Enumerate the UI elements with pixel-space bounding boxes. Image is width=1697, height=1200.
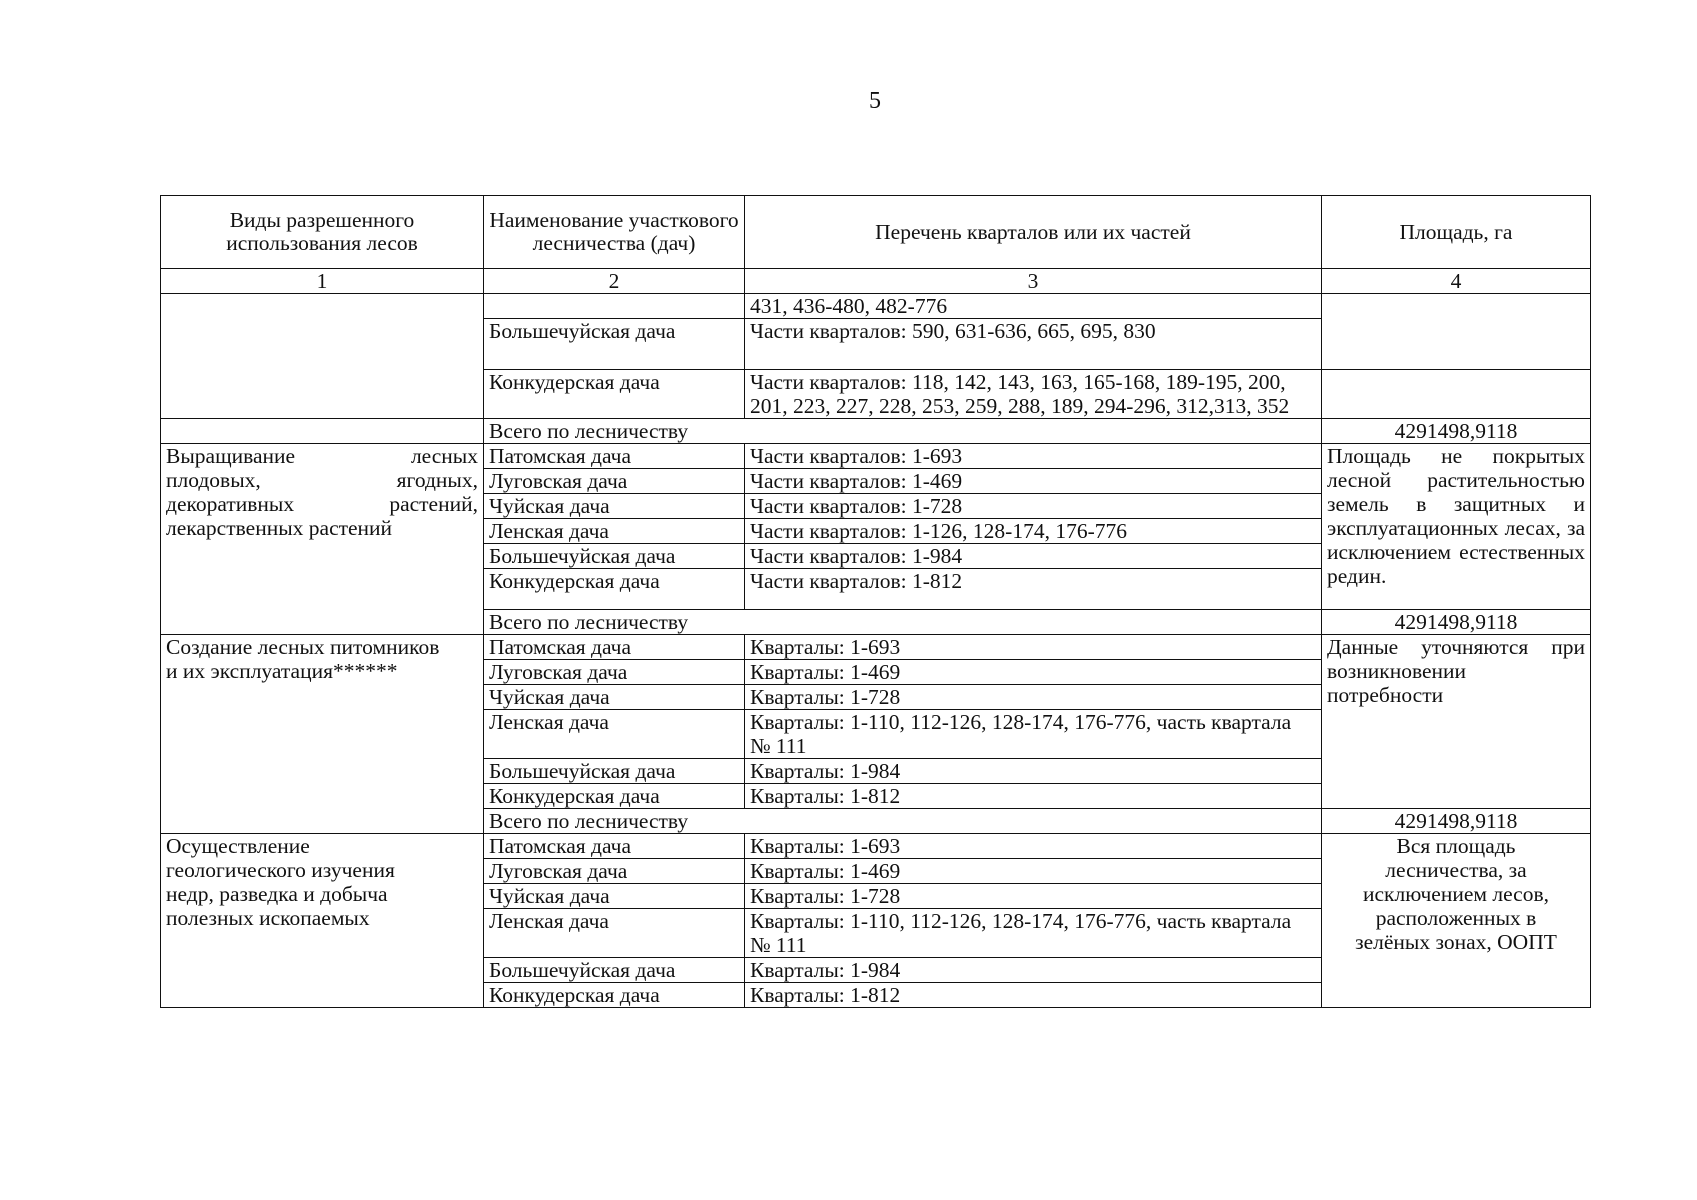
use-type-line: Выращивание лесных	[166, 444, 478, 468]
dacha-cell: Луговская дача	[484, 859, 745, 884]
column-number: 2	[484, 269, 745, 294]
kvartaly-cell: Кварталы: 1-693	[745, 635, 1322, 660]
dacha-cell: Большечуйская дача	[484, 958, 745, 983]
use-type-line: плодовых, ягодных,	[166, 468, 478, 492]
dacha-cell: Конкудерская дача	[484, 569, 745, 610]
total-label: Всего по лесничеству	[484, 809, 1322, 834]
table-row	[161, 834, 1591, 859]
kvartaly-cell: Кварталы: 1-984	[745, 759, 1322, 784]
dacha-cell: Луговская дача	[484, 660, 745, 685]
use-cell-empty	[161, 419, 484, 444]
use-type-line: лекарственных растений	[166, 516, 393, 540]
use-type-line: недр, разведка и добыча	[166, 882, 388, 906]
use-cell-empty	[161, 294, 484, 419]
dacha-cell: Большечуйская дача	[484, 759, 745, 784]
dacha-cell: Чуйская дача	[484, 685, 745, 710]
kvartaly-cell: Части кварталов: 1-728	[745, 494, 1322, 519]
use-type-line: и их эксплуатация******	[166, 659, 398, 683]
table-row	[161, 444, 1591, 469]
kvartaly-cell: 431, 436-480, 482-776	[745, 294, 1322, 319]
table-header-row	[161, 196, 1591, 269]
use-type-line: декоративных растений,	[166, 492, 478, 516]
area-note-line: лесничества, за	[1385, 858, 1527, 882]
kvartaly-cell: Кварталы: 1-728	[745, 685, 1322, 710]
area-note-line: зелёных зонах, ООПТ	[1355, 930, 1557, 954]
kvartaly-cell: Кварталы: 1-812	[745, 983, 1322, 1008]
kvartaly-cell: Части кварталов: 1-812	[745, 569, 1322, 610]
total-label: Всего по лесничеству	[484, 419, 1322, 444]
dacha-cell: Ленская дача	[484, 909, 745, 958]
kvartaly-cell: Части кварталов: 118, 142, 143, 163, 165-168, 189-195, 200, 201, 223, 227, 228, 253, 259, 288, 189, 294-296, 312,313, 352	[745, 370, 1322, 419]
use-type-line: полезных ископаемых	[166, 906, 370, 930]
dacha-cell: Патомская дача	[484, 834, 745, 859]
total-value: 4291498,9118	[1322, 809, 1591, 834]
header-col-area: Площадь, га	[1322, 196, 1591, 269]
dacha-cell: Ленская дача	[484, 519, 745, 544]
page-number: 5	[869, 88, 881, 114]
area-note-line: исключением лесов,	[1363, 882, 1549, 906]
kvartaly-cell: Кварталы: 1-984	[745, 958, 1322, 983]
dacha-cell: Конкудерская дача	[484, 983, 745, 1008]
area-note-line: Вся площадь	[1396, 834, 1516, 858]
kvartaly-cell: Кварталы: 1-812	[745, 784, 1322, 809]
dacha-cell: Патомская дача	[484, 635, 745, 660]
dacha-cell: Чуйская дача	[484, 494, 745, 519]
dacha-cell: Луговская дача	[484, 469, 745, 494]
kvartaly-cell: Кварталы: 1-110, 112-126, 128-174, 176-776, часть квартала № 111	[745, 710, 1322, 759]
use-type-cell	[161, 635, 484, 834]
kvartaly-cell: Кварталы: 1-110, 112-126, 128-174, 176-776, часть квартала № 111	[745, 909, 1322, 958]
area-note-cell	[1322, 834, 1591, 1008]
kvartaly-cell: Кварталы: 1-693	[745, 834, 1322, 859]
use-type-cell	[161, 444, 484, 635]
total-row	[161, 419, 1591, 444]
use-type-line: Осуществление	[166, 834, 310, 858]
use-type-line: геологического изучения	[166, 858, 395, 882]
column-number: 3	[745, 269, 1322, 294]
column-number: 4	[1322, 269, 1591, 294]
column-number: 1	[161, 269, 484, 294]
kvartaly-cell: Кварталы: 1-469	[745, 660, 1322, 685]
area-cell-empty	[1322, 370, 1591, 419]
kvartaly-cell: Части кварталов: 1-693	[745, 444, 1322, 469]
dacha-cell: Чуйская дача	[484, 884, 745, 909]
dacha-cell	[484, 294, 745, 319]
table-row	[161, 294, 1591, 319]
area-note-cell: Данные уточняются при возникновении потребности	[1322, 635, 1591, 809]
dacha-cell: Большечуйская дача	[484, 319, 745, 370]
kvartaly-cell: Кварталы: 1-469	[745, 859, 1322, 884]
area-cell-empty	[1322, 294, 1591, 370]
area-note-cell: Площадь не покрытых лесной растительностью земель в защитных и эксплуатационных лесах, за исключением естественных редин.	[1322, 444, 1591, 610]
dacha-cell: Патомская дача	[484, 444, 745, 469]
area-note-line: расположенных в	[1375, 906, 1537, 930]
header-col-dacha: Наименование участкового лесничества (дач)	[484, 196, 745, 269]
header-col-use: Виды разрешенного использования лесов	[161, 196, 484, 269]
dacha-cell: Конкудерская дача	[484, 370, 745, 419]
dacha-cell: Большечуйская дача	[484, 544, 745, 569]
use-type-line: Создание лесных питомников	[166, 635, 440, 659]
forest-use-table	[160, 195, 1591, 1008]
header-col-kvartaly: Перечень кварталов или их частей	[745, 196, 1322, 269]
total-value: 4291498,9118	[1322, 419, 1591, 444]
kvartaly-cell: Части кварталов: 1-126, 128-174, 176-776	[745, 519, 1322, 544]
kvartaly-cell: Части кварталов: 1-984	[745, 544, 1322, 569]
kvartaly-cell: Части кварталов: 590, 631-636, 665, 695, 830	[745, 319, 1322, 370]
total-label: Всего по лесничеству	[484, 610, 1322, 635]
kvartaly-cell: Кварталы: 1-728	[745, 884, 1322, 909]
dacha-cell: Ленская дача	[484, 710, 745, 759]
dacha-cell: Конкудерская дача	[484, 784, 745, 809]
kvartaly-cell: Части кварталов: 1-469	[745, 469, 1322, 494]
total-value: 4291498,9118	[1322, 610, 1591, 635]
use-type-cell	[161, 834, 484, 1008]
table-row	[161, 635, 1591, 660]
column-number-row	[161, 269, 1591, 294]
